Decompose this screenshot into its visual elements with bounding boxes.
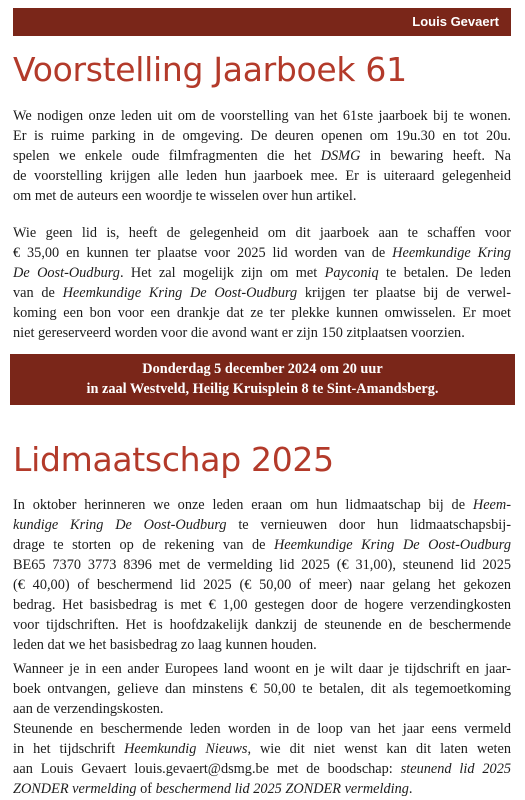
text-line: We nodigen onze leden uit om de voorstelling van het 61ste jaarboek bij te wonen. bbox=[13, 108, 511, 124]
italic-text: Heem- bbox=[472, 497, 511, 513]
text-line: niet gereserveerd worden voor die avond want er zijn 150 zitplaatsen voorzien. bbox=[13, 325, 465, 341]
section-title-jaarboek: Voorstelling Jaarboek 61 bbox=[13, 50, 407, 89]
paragraph-non-members bbox=[13, 223, 511, 343]
italic-text: ZONDER vermelding bbox=[13, 781, 137, 797]
paragraph-invitation bbox=[13, 106, 511, 206]
text-line: in het tijdschrift Heemkundig Nieuws, wie dit niet wenst kan dit laten weten bbox=[13, 741, 511, 757]
italic-text: Heemkundige Kring De Oost-Oudburg bbox=[273, 537, 511, 553]
text-line: BE65 7370 3773 8396 met de vermelding lid 2025 (€ 31,00), steunend lid 2025 bbox=[13, 557, 511, 573]
text-line: ZONDER vermelding of beschermend lid 2025 ZONDER vermelding. bbox=[13, 781, 413, 797]
text-line: spelen we enkele oude filmfragmenten die het DSMG in bewaring heeft. Na bbox=[13, 148, 511, 164]
italic-text: steunend lid 2025 bbox=[400, 761, 511, 777]
paragraph-membership bbox=[13, 495, 511, 655]
text-line: om met de auteurs een woordje te wisselen over hun artikel. bbox=[13, 188, 357, 204]
text-line: voor tijdschriften. Het is hoofdzakelijk dankzij de steunende en de beschermende bbox=[13, 617, 511, 633]
text-line: drage te storten op de rekening van de Heemkundige Kring De Oost-Oudburg bbox=[13, 537, 511, 553]
paragraph-mention bbox=[13, 719, 511, 799]
text-line: Steunende en beschermende leden worden in de loop van het jaar eens vermeld bbox=[13, 721, 511, 737]
author-name: Louis Gevaert bbox=[412, 14, 499, 29]
italic-text: DSMG bbox=[320, 148, 361, 164]
text-line: koming een bon voor een drankje dat ze ter plekke kunnen omwisselen. Er moet bbox=[13, 305, 511, 321]
text-line: aan Louis Gevaert louis.gevaert@dsmg.be met de boodschap: steunend lid 2025 bbox=[13, 761, 511, 777]
text-line: Wie geen lid is, heeft de gelegenheid om dit jaarboek aan te schaffen voor bbox=[13, 225, 511, 241]
italic-text: Heemkundige Kring De Oost-Oudburg bbox=[62, 285, 298, 301]
text-line: de voorstelling krijgen alle leden hun jaarboek mee. Er is uiteraard gelegenheid bbox=[13, 168, 511, 184]
italic-text: kundige Kring De Oost-Oudburg bbox=[13, 517, 227, 533]
paragraph-abroad bbox=[13, 659, 511, 719]
italic-text: beschermend lid 2025 ZONDER vermelding bbox=[155, 781, 409, 797]
text-line: (€ 40,00) of beschermend lid 2025 (€ 50,00 of meer) naar gelang het gekozen bbox=[13, 577, 511, 593]
event-location: in zaal Westveld, Heilig Kruisplein 8 te Sint-Amandsberg. bbox=[86, 381, 439, 397]
text-line: bedrag. Het basisbedrag is met € 1,00 gestegen door de hogere verzendingkosten bbox=[13, 597, 511, 613]
italic-text: Heemkundig Nieuws bbox=[124, 741, 248, 757]
text-line: Wanneer je in een ander Europees land woont en je wilt daar je tijdschrift en jaar- bbox=[13, 661, 511, 677]
text-line: In oktober herinneren we onze leden eraan om hun lidmaatschap bij de Heem- bbox=[13, 497, 511, 513]
section-title-lidmaatschap: Lidmaatschap 2025 bbox=[13, 440, 334, 479]
italic-text: Heemkundige Kring bbox=[392, 245, 512, 261]
header-bar bbox=[13, 8, 511, 36]
text-line: De Oost-Oudburg. Het zal mogelijk zijn om met Payconiq te betalen. De leden bbox=[13, 265, 512, 281]
text-line: kundige Kring De Oost-Oudburg te vernieuwen door hun lidmaatschapsbij- bbox=[13, 517, 511, 533]
text-line: leden dat we het basisbedrag zo laag kunnen houden. bbox=[13, 637, 317, 653]
text-line: € 35,00 en kunnen ter plaatse voor 2025 lid worden van de Heemkundige Kring bbox=[13, 245, 512, 261]
event-date: Donderdag 5 december 2024 om 20 uur bbox=[142, 361, 383, 377]
text-line: van de Heemkundige Kring De Oost-Oudburg krijgen ter plaatse bij de verwel- bbox=[13, 285, 511, 301]
italic-text: Payconiq bbox=[324, 265, 379, 281]
text-line: Er is ruime parking in de omgeving. De deuren openen om 19u.30 en tot 20u. bbox=[13, 128, 511, 144]
text-line: aan de verzendingskosten. bbox=[13, 701, 164, 717]
italic-text: De Oost-Oudburg bbox=[13, 265, 120, 281]
event-banner bbox=[10, 354, 515, 405]
text-line: boek ontvangen, gelieve dan minstens € 50,00 te betalen, dit als tegemoetkoming bbox=[13, 681, 511, 697]
